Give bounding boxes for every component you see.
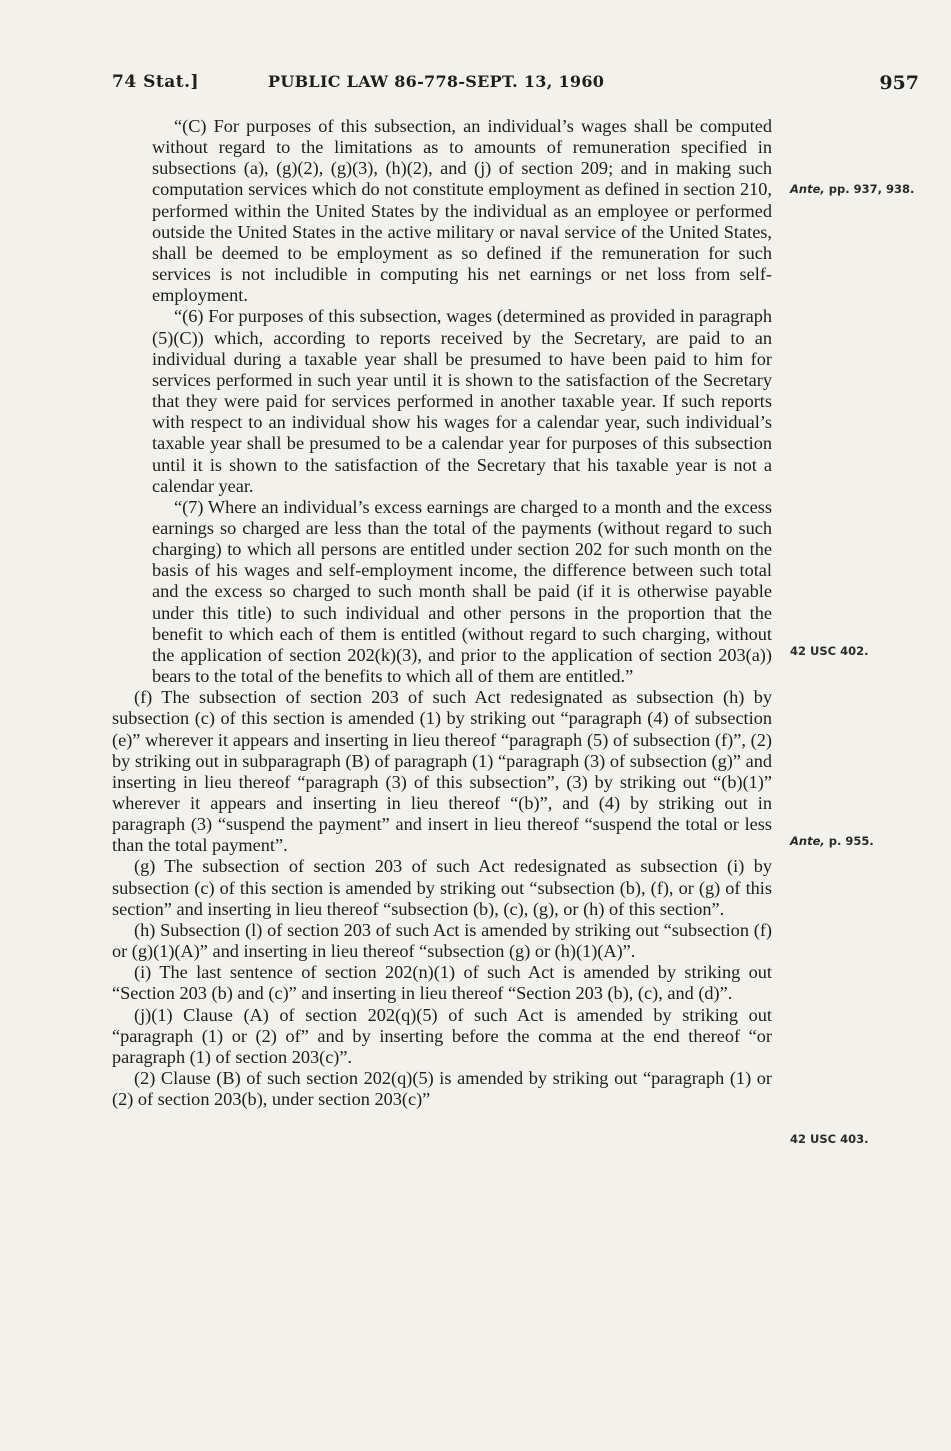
margin-note-usc-402 [790, 644, 940, 658]
running-header [0, 72, 951, 104]
margin-note-italic: Ante, [790, 182, 825, 196]
paragraph-5c: “(C) For purposes of this subsection, an individual’s wages shall be computed without regard to the limitations as to amounts of remuneration specified in subsections (a), (g)(2), (g)(3), (h)(2), and (j) of section 209; and in making such computation services which do not constitute employment as defined in section 210, performed within the United States by the individual as an employee or performed outside the United States in the active military or naval service of the United States, shall be deemed to be employment as so defined if the remuneration for such services is not includible in computing his net earnings or net loss from self-employment. [152, 116, 772, 306]
subsection-g: (g) The subsection of section 203 of such Act redesignated as subsection (i) by subsection (c) of this section is amended by striking out “subsection (b), (f), or (g) of this section” and inserting in lieu thereof “subsection (b), (c), (g), or (h) of this section”. [112, 856, 772, 919]
subsection-j1: (j)(1) Clause (A) of section 202(q)(5) of such Act is amended by striking out “paragraph (1) or (2) of” and by inserting before the comma at the end thereof “or paragraph (1) of section 203(c)”. [112, 1004, 772, 1067]
subsection-j2: (2) Clause (B) of such section 202(q)(5) is amended by striking out “paragraph (1) or (2) of section 203(b), under section 203(c)” [112, 1068, 772, 1110]
margin-note-text: pp. 937, 938. [824, 182, 915, 196]
law-title: PUBLIC LAW 86-778-SEPT. 13, 1960 [268, 72, 605, 91]
subsection-h: (h) Subsection (l) of section 203 of such Act is amended by striking out “subsection (f) or (g)(1)(A)” and inserting in lieu thereof “subsection (g) or (h)(1)(A)”. [112, 919, 772, 962]
statute-body [112, 116, 772, 1110]
margin-note-ante-955 [790, 834, 940, 848]
margin-note-text: 42 USC 403. [790, 1132, 869, 1146]
margin-note-text: 42 USC 402. [790, 644, 869, 658]
margin-note-ante-937 [790, 182, 940, 196]
margin-note-italic: Ante, [790, 834, 825, 848]
margin-note-usc-403 [790, 1132, 940, 1146]
volume-reference: 74 Stat.] [112, 72, 200, 92]
subsection-f: (f) The subsection of section 203 of such Act redesignated as subsection (h) by subsection (c) of this section is amended (1) by striking out “paragraph (4) of subsection (e)” wherever it appears and inserting in lieu thereof “paragraph (5) of subsection (f)”, (2) by striking out in subparagraph (B) of paragraph (1) “paragraph (3) of subsection (g)” and inserting in lieu thereof “paragraph (3) of this subsection”, (3) by striking out “(b)(1)” wherever it appears and inserting in lieu thereof “(b)”, and (4) by striking out in paragraph (3) “suspend the payment” and insert in lieu thereof “suspend the total or less than the total payment”. [112, 687, 772, 856]
paragraph-6: “(6) For purposes of this subsection, wages (determined as provided in paragraph (5)(C)) which, according to reports received by the Secretary, are paid to an individual during a taxable year shall be presumed to have been paid to him for services performed in such year until it is shown to the satisfaction of the Secretary that they were paid for services performed in another taxable year. If such reports with respect to an individual show his wages for a calendar year, such individual’s taxable year shall be presumed to be a calendar year for purposes of this subsection until it is shown to the satisfaction of the Secretary that his taxable year is not a calendar year. [152, 306, 772, 496]
paragraph-7: “(7) Where an individual’s excess earnings are charged to a month and the excess earnings so charged are less than the total of the payments (without regard to such charging) to which all persons are entitled under section 202 for such month on the basis of his wages and self-employment income, the difference between such total and the excess so charged to such month shall be paid (if it is otherwise payable under this title) to such individual and other persons in the proportion that the benefit to which each of them is entitled (without regard to such charging, without the application of section 202(k)(3), and prior to the application of section 203(a)) bears to the total of the benefits to which all of them are entitled.” [152, 496, 772, 687]
page-number: 957 [879, 72, 919, 94]
subsection-i: (i) The last sentence of section 202(n)(1) of such Act is amended by striking out “Section 203 (b) and (c)” and inserting in lieu thereof “Section 203 (b), (c), and (d)”. [112, 962, 772, 1004]
margin-note-text: p. 955. [824, 834, 874, 848]
